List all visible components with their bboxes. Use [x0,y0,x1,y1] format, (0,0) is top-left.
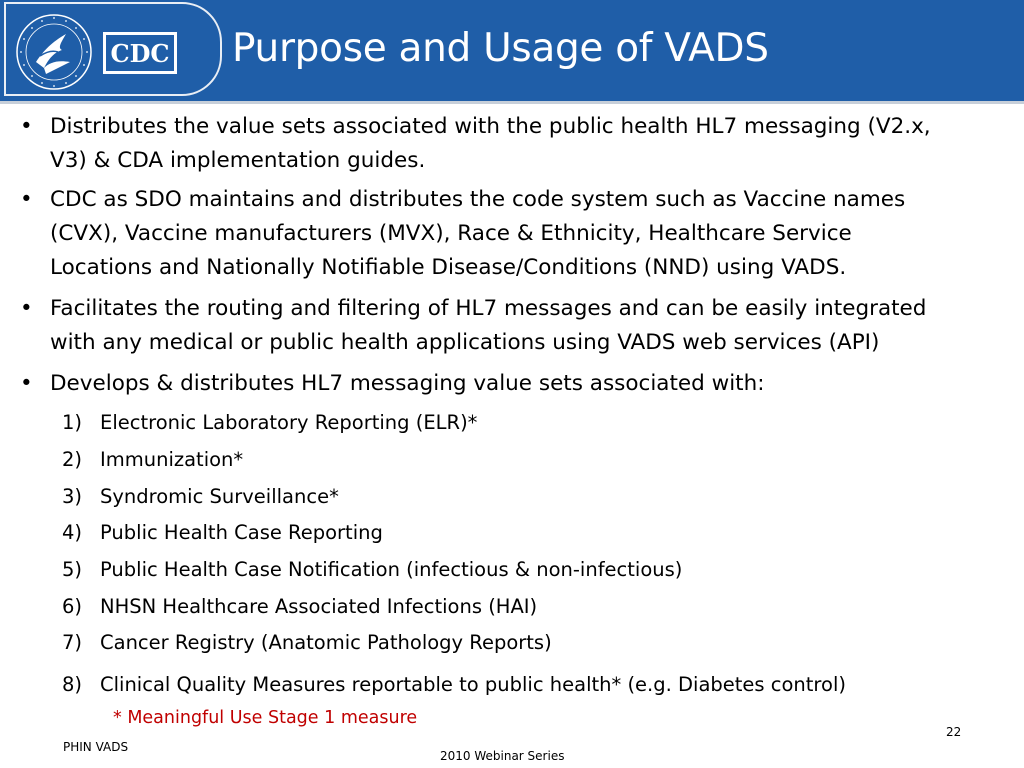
item-text: Electronic Laboratory Reporting (ELR)* [100,411,478,434]
item-number: 6) [62,595,83,618]
item-number: 8) [62,673,83,696]
item-number: 1) [62,411,83,434]
bullet-line: with any medical or public health applications using VADS web services (API) [50,330,880,355]
item-text: NHSN Healthcare Associated Infections (HAI) [100,595,538,618]
bullet-line: Locations and Nationally Notifiable Disease/Conditions (NND) using VADS. [50,255,847,280]
hhs-eagle-seal-icon [14,12,94,92]
item-number: 7) [62,631,83,654]
footer-center-label: 2010 Webinar Series [440,749,565,763]
page-number: 22 [946,725,962,739]
item-number: 3) [62,485,83,508]
slide-title: Purpose and Usage of VADS [232,26,769,71]
bullet-line: V3) & CDA implementation guides. [50,148,426,173]
bullet-line: Facilitates the routing and filtering of HL7 messages and can be easily integrated [50,296,927,321]
item-text: Syndromic Surveillance* [100,485,339,508]
bullet-line: Develops & distributes HL7 messaging value sets associated with: [50,371,765,396]
bullet-dot-icon: • [20,371,33,396]
item-text: Public Health Case Reporting [100,521,383,544]
item-number: 4) [62,521,83,544]
item-text: Immunization* [100,448,244,471]
header-divider [0,101,1024,104]
svg-text:CDC: CDC [110,39,170,68]
bullet-dot-icon: • [20,296,33,321]
footer-left-label: PHIN VADS [63,740,129,754]
slide-header [0,0,1024,101]
cdc-logo [103,32,177,74]
item-text: Clinical Quality Measures reportable to public health* (e.g. Diabetes control) [100,673,846,696]
item-text: Cancer Registry (Anatomic Pathology Reports) [100,631,552,654]
item-text: Public Health Case Notification (infectious & non-infectious) [100,558,683,581]
footnote: * Meaningful Use Stage 1 measure [113,708,418,728]
bullet-line: Distributes the value sets associated with the public health HL7 messaging (V2.x, [50,114,931,139]
bullet-line: CDC as SDO maintains and distributes the code system such as Vaccine names [50,187,906,212]
item-number: 5) [62,558,83,581]
item-number: 2) [62,448,83,471]
bullet-dot-icon: • [20,114,33,139]
bullet-dot-icon: • [20,187,33,212]
logo-panel [4,2,222,96]
bullet-line: (CVX), Vaccine manufacturers (MVX), Race & Ethnicity, Healthcare Service [50,221,852,246]
